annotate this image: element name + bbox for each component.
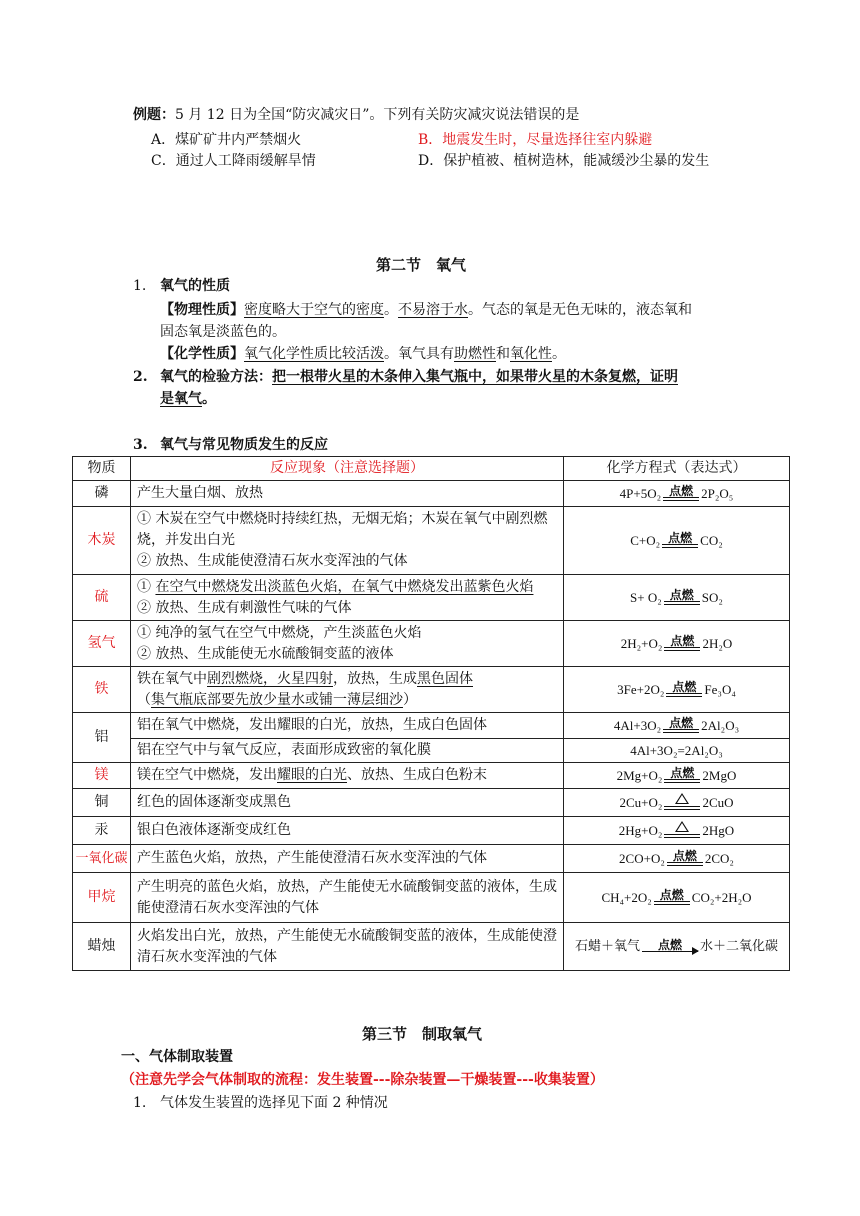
phys-line2: 固态氧是淡蓝色的。 bbox=[160, 324, 286, 340]
table-row bbox=[73, 817, 790, 845]
option-a: A．煤矿矿井内严禁烟火 bbox=[151, 132, 302, 148]
phys-sep: 。 bbox=[384, 302, 398, 318]
eq-right: 2Al₂O₃ bbox=[701, 718, 740, 733]
section3-sub1: 一、气体制取装置 bbox=[121, 1049, 233, 1065]
phenomenon-cell bbox=[131, 507, 564, 575]
equation-cell bbox=[564, 789, 790, 817]
eq-left: 4Al+3O₂ bbox=[613, 718, 662, 733]
phys-rest: 。气态的氧是无色无味的，液态氧和 bbox=[468, 302, 692, 318]
substance-cell: 磷 bbox=[73, 481, 131, 507]
phen-line2 bbox=[137, 690, 557, 711]
phenomenon-cell: 红色的固体逐渐变成黑色 bbox=[131, 789, 564, 817]
section3-title: 第三节 制取氧气 bbox=[362, 1025, 483, 1043]
eq-left: CH₄+2O₂ bbox=[601, 890, 652, 905]
substance-cell: 铜 bbox=[73, 789, 131, 817]
ignite-condition bbox=[666, 681, 702, 697]
cond-label: 点燃 bbox=[672, 849, 697, 863]
oxygen-test-line2 bbox=[160, 389, 216, 409]
phen-line1: ① 纯净的氢气在空气中燃烧，产生淡蓝色火焰 bbox=[137, 624, 422, 641]
heat-icon bbox=[675, 793, 689, 804]
chem-end: 。 bbox=[552, 346, 566, 362]
oxygen-test-text2: 是氧气 bbox=[160, 391, 202, 407]
phen-part: 铁在氧气中 bbox=[137, 670, 207, 687]
table-row bbox=[73, 481, 790, 507]
phenomenon-cell: 产生大量白烟、放热 bbox=[131, 481, 564, 507]
substance-cell: 汞 bbox=[73, 817, 131, 845]
chem-mid: 。氧气具有 bbox=[384, 346, 454, 362]
phen-line1 bbox=[137, 669, 557, 690]
cond-label: 点燃 bbox=[672, 680, 697, 694]
oxygen-test-text1: 把一根带火星的木条伸入集气瓶中，如果带火星的木条复燃，证明 bbox=[272, 369, 678, 385]
eq-right: 2MgO bbox=[702, 768, 737, 783]
ignite-condition bbox=[664, 589, 700, 605]
chem-oxidizing: 氧化性 bbox=[510, 346, 552, 362]
substance-cell: 铝 bbox=[73, 713, 131, 763]
substance-cell: 甲烷 bbox=[73, 873, 131, 923]
col-equation: 化学方程式（表达式） bbox=[564, 457, 790, 481]
heat-condition bbox=[664, 821, 700, 838]
s2-p1-num: 1. bbox=[133, 278, 147, 294]
table-row bbox=[73, 789, 790, 817]
eq-right: Fe₃O₄ bbox=[704, 682, 736, 697]
eq-left: 石蜡＋氧气 bbox=[574, 939, 640, 954]
equation-cell bbox=[564, 507, 790, 575]
table-row bbox=[73, 507, 790, 575]
equation-cell bbox=[564, 713, 790, 739]
eq-right: 水＋二氧化碳 bbox=[700, 939, 779, 954]
option-d: D．保护植被、植树造林，能减缓沙尘暴的发生 bbox=[418, 153, 710, 169]
equation-cell bbox=[564, 575, 790, 621]
section3-note: （注意先学会气体制取的流程：发生装置---除杂装置—干燥装置---收集装置） bbox=[121, 1072, 604, 1088]
arrow-icon bbox=[642, 951, 698, 954]
s3-p1-num: 1. bbox=[133, 1095, 147, 1111]
example-question bbox=[133, 105, 579, 125]
cond-label: 点燃 bbox=[668, 531, 693, 545]
option-c: C．通过人工降雨缓解旱情 bbox=[151, 153, 316, 169]
s2-p3-title: 氧气与常见物质发生的反应 bbox=[160, 437, 328, 453]
table-row bbox=[73, 873, 790, 923]
phen-line2: ② 放热、生成能使无水硫酸铜变蓝的液体 bbox=[137, 645, 394, 662]
phys-density: 密度略大于空气的密度 bbox=[244, 302, 384, 318]
substance-cell: 氢气 bbox=[73, 621, 131, 667]
eq-left: 2CO+O₂ bbox=[619, 851, 665, 866]
phenomenon-cell bbox=[131, 575, 564, 621]
cond-label: 点燃 bbox=[669, 716, 694, 730]
chem-active: 氧气化学性质比较活泼 bbox=[244, 346, 384, 362]
phen-underlined: 剧烈燃烧，火星四射 bbox=[207, 670, 333, 687]
ignite-condition bbox=[663, 485, 699, 501]
s2-p3-num: 3. bbox=[133, 437, 148, 453]
phen-part: （ bbox=[137, 691, 151, 708]
equation-cell bbox=[564, 667, 790, 713]
eq-left: 2H₂+O₂ bbox=[620, 636, 663, 651]
table-row bbox=[73, 713, 790, 739]
substance-cell: 铁 bbox=[73, 667, 131, 713]
substance-cell: 木炭 bbox=[73, 507, 131, 575]
ignite-condition bbox=[667, 850, 703, 866]
s3-p1-text: 气体发生装置的选择见下面 2 种情况 bbox=[160, 1095, 388, 1111]
ignite-condition bbox=[663, 717, 699, 733]
equation-cell bbox=[564, 817, 790, 845]
s2-p2-num: 2. bbox=[133, 369, 148, 385]
oxygen-test-title: 氧气的检验方法： bbox=[160, 369, 272, 385]
table-row bbox=[73, 763, 790, 789]
eq-right: SO₂ bbox=[701, 590, 723, 605]
substance-cell: 镁 bbox=[73, 763, 131, 789]
eq-right: CO₂ bbox=[700, 533, 723, 548]
phen-underlined: 黑色固体 bbox=[417, 670, 473, 687]
reaction-table bbox=[72, 456, 790, 971]
cond-label: 点燃 bbox=[669, 484, 694, 498]
col-substance: 物质 bbox=[73, 457, 131, 481]
phenomenon-cell: 铝在氧气中燃烧，发出耀眼的白光，放热，生成白色固体 bbox=[131, 713, 564, 739]
cond-label: 点燃 bbox=[657, 938, 682, 952]
eq-left: 2Cu+O₂ bbox=[619, 795, 663, 810]
phen-underlined: 在空气中燃烧发出淡蓝色火焰，在氧气中燃烧发出蓝紫色火焰 bbox=[155, 578, 534, 595]
eq-left: 2Hg+O₂ bbox=[618, 823, 663, 838]
substance-cell: 硫 bbox=[73, 575, 131, 621]
phen-part: ） bbox=[403, 691, 417, 708]
eq-left: 2Mg+O₂ bbox=[616, 768, 663, 783]
chem-tag: 【化学性质】 bbox=[160, 346, 244, 362]
eq-right: 2CO₂ bbox=[704, 851, 734, 866]
eq-left: 3Fe+2O₂ bbox=[617, 682, 665, 697]
section2-title: 第二节 氧气 bbox=[376, 256, 467, 274]
phen-line1: ① 木炭在空气中燃烧时持续红热，无烟无焰；木炭在氧气中剧烈燃烧，并发出白光 bbox=[137, 511, 548, 548]
ignite-condition bbox=[654, 889, 690, 905]
phen-part: ，放热，生成 bbox=[333, 670, 417, 687]
cond-label: 点燃 bbox=[670, 766, 695, 780]
table-row bbox=[73, 739, 790, 763]
col-phenomenon: 反应现象（注意选择题） bbox=[131, 457, 564, 481]
physical-properties bbox=[160, 300, 692, 320]
eq-right: 2H₂O bbox=[702, 636, 733, 651]
phen-underlined: 集气瓶底部要先放少量水或铺一薄层细沙 bbox=[151, 691, 403, 708]
ignite-condition bbox=[664, 635, 700, 651]
eq-left: C+O₂ bbox=[630, 533, 661, 548]
table-row bbox=[73, 667, 790, 713]
chem-and: 和 bbox=[496, 346, 510, 362]
phen-part: 镁在空气中燃烧，发出 bbox=[137, 767, 277, 783]
ignite-condition bbox=[662, 532, 698, 548]
phenomenon-cell: 铝在空气中与氧气反应，表面形成致密的氧化膜 bbox=[131, 739, 564, 763]
example-text: 5 月 12 日为全国“防灾减灾日”。下列有关防灾减灾说法错误的是 bbox=[175, 107, 580, 123]
cond-label: 点燃 bbox=[670, 634, 695, 648]
chemical-properties bbox=[160, 344, 566, 364]
phen-num: ① bbox=[137, 578, 156, 595]
equation-cell bbox=[564, 621, 790, 667]
phenomenon-cell bbox=[131, 621, 564, 667]
eq-right: 2CuO bbox=[702, 795, 734, 810]
option-b: B．地震发生时，尽量选择往室内躲避 bbox=[418, 132, 653, 148]
phys-solubility: 不易溶于水 bbox=[398, 302, 468, 318]
phen-line1 bbox=[137, 577, 557, 598]
eq-right: CO₂+2H₂O bbox=[691, 890, 752, 905]
phen-line2: ② 放热、生成有刺激性气味的气体 bbox=[137, 599, 352, 616]
oxygen-test bbox=[160, 367, 678, 387]
eq-left: 4P+5O₂ bbox=[619, 486, 662, 501]
phenomenon-cell bbox=[131, 667, 564, 713]
table-header-row bbox=[73, 457, 790, 481]
table-row bbox=[73, 621, 790, 667]
s2-p1-title: 氧气的性质 bbox=[160, 278, 230, 294]
equation-cell bbox=[564, 763, 790, 789]
phenomenon-cell bbox=[131, 763, 564, 789]
eq-left: S+ O₂ bbox=[630, 590, 662, 605]
ignite-condition bbox=[664, 767, 700, 783]
phenomenon-cell: 产生蓝色火焰，放热，产生能使澄清石灰水变浑浊的气体 bbox=[131, 845, 564, 873]
phys-tag: 【物理性质】 bbox=[160, 302, 244, 318]
eq-right: 2HgO bbox=[702, 823, 735, 838]
equation-cell bbox=[564, 873, 790, 923]
cond-label: 点燃 bbox=[669, 588, 694, 602]
example-label: 例题： bbox=[133, 107, 175, 123]
chem-combustion: 助燃性 bbox=[454, 346, 496, 362]
substance-cell: 蜡烛 bbox=[73, 923, 131, 971]
table-row bbox=[73, 845, 790, 873]
phen-part: 、放热、生成白色粉末 bbox=[347, 767, 487, 783]
equation-cell bbox=[564, 481, 790, 507]
substance-cell: 一氧化碳 bbox=[73, 845, 131, 873]
cond-label: 点燃 bbox=[659, 888, 684, 902]
oxygen-test-end: 。 bbox=[202, 391, 216, 407]
equation-cell bbox=[564, 845, 790, 873]
heat-condition bbox=[664, 793, 700, 810]
phen-line2: ② 放热、生成能使澄清石灰水变浑浊的气体 bbox=[137, 553, 408, 569]
table-row bbox=[73, 575, 790, 621]
phen-underlined: 耀眼的白光 bbox=[277, 767, 347, 783]
equation-cell: 4Al+3O₂=2Al₂O₃ bbox=[564, 739, 790, 763]
ignite-condition bbox=[642, 939, 698, 954]
heat-icon bbox=[675, 821, 689, 832]
eq-right: 2P₂O₅ bbox=[701, 486, 734, 501]
phenomenon-cell: 火焰发出白光，放热，产生能使无水硫酸铜变蓝的液体，生成能使澄清石灰水变浑浊的气体 bbox=[131, 923, 564, 971]
table-row bbox=[73, 923, 790, 971]
phenomenon-cell: 银白色液体逐渐变成红色 bbox=[131, 817, 564, 845]
phenomenon-cell: 产生明亮的蓝色火焰，放热，产生能使无水硫酸铜变蓝的液体，生成能使澄清石灰水变浑浊的气体 bbox=[131, 873, 564, 923]
equation-cell bbox=[564, 923, 790, 971]
